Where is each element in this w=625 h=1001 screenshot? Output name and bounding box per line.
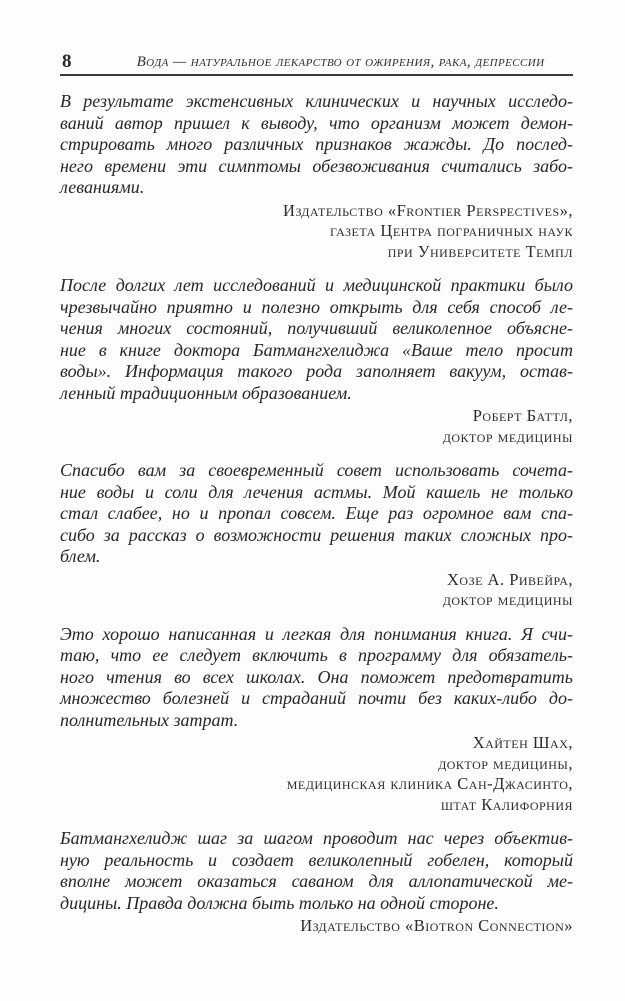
attribution-line: доктор медицины (442, 426, 573, 446)
testimonial-block (60, 460, 573, 611)
running-title: Вода — натуральное лекарство от ожирения, рака, депрессии (136, 54, 545, 70)
quote-paragraph (60, 91, 573, 199)
quote-line: таю, что ее следует включить в программу для обязатель- (60, 645, 573, 665)
quote-line: Это хорошо написанная и легкая для понимания книга. Я счи- (60, 623, 573, 644)
attribution (60, 916, 573, 937)
quote-line: ленный традиционным образованием. (60, 382, 352, 403)
testimonial-block (60, 91, 573, 262)
quote-line: ние в книге доктора Батмангхелиджа «Ваше тело просит (60, 339, 573, 360)
attribution-line: Роберт Баттл, (472, 406, 573, 425)
testimonial-block (60, 275, 573, 447)
quote-line: воды». Информация такого рода заполняет вакуум, остав- (60, 361, 573, 381)
attribution-line: Издательство «Biotron Connection» (300, 916, 573, 935)
attribution-line: при Университете Темпл (387, 241, 573, 261)
attribution-line: медицинская клиника Сан-Джасинто, (286, 774, 573, 793)
attribution (60, 570, 573, 611)
attribution (60, 201, 573, 263)
attribution-line: доктор медицины (442, 590, 573, 609)
quote-paragraph (60, 275, 573, 404)
quote-line: чения многих состояний, получивший великолепное объясне- (60, 318, 573, 338)
quote-paragraph (60, 828, 573, 914)
quote-line: Спасибо вам за своевременный совет использовать сочета- (60, 460, 573, 480)
quote-line: него времени эти симптомы обезвоживания считались забо- (60, 155, 573, 176)
quote-line: ние воды и соли для лечения астмы. Мой кашель не только (60, 481, 573, 502)
attribution (60, 733, 573, 815)
testimonial-block (60, 624, 573, 816)
attribution (60, 406, 573, 447)
quote-line: ваний автор пришел к выводу, что организм может демон- (60, 112, 573, 133)
quote-line: стал слабее, но и пропал совсем. Еще раз огромное вам спа- (60, 503, 573, 523)
attribution-line: Хозе А. Ривейра, (447, 569, 573, 589)
quote-line: сибо за рассказ о возможности решения таких сложных про- (60, 524, 573, 545)
quote-line: После долгих лет исследований и медицинской практики было (60, 275, 573, 295)
testimonials-section (60, 91, 573, 937)
quote-line: вполне может оказаться саваном для аллопатической ме- (60, 871, 573, 891)
attribution-line: штат Калифорния (440, 794, 573, 814)
quote-line: Батмангхелидж шаг за шагом проводит нас через объектив- (60, 828, 573, 848)
quote-line: ную реальность и создает великолепный гобелен, который (60, 849, 573, 870)
quote-paragraph (60, 624, 573, 732)
attribution-line: Издательство «Frontier Perspectives», (283, 200, 573, 220)
page-header (60, 52, 573, 76)
quote-line: дицины. Правда должна быть только на одной стороне. (60, 892, 499, 913)
quote-line: В результате экстенсивных клинических и научных исследо- (60, 91, 573, 111)
quote-paragraph (60, 460, 573, 568)
attribution-line: Хайтен Шах, (472, 733, 573, 752)
quote-line: ного чтения во всех школах. Она поможет предотвратить (60, 666, 573, 687)
quote-line: леваниями. (60, 177, 145, 197)
attribution-line: газета Центра пограничных наук (330, 221, 573, 240)
attribution-line: доктор медицины, (438, 753, 573, 773)
quote-line: полнительных затрат. (60, 709, 239, 730)
quote-line: стрировать много различных признаков жажды. До послед- (60, 134, 573, 154)
quote-line: множество болезней и страданий почти без каких-либо до- (60, 688, 573, 708)
testimonial-block (60, 828, 573, 937)
quote-line: чрезвычайно приятно и полезно открыть для себя способ ле- (60, 296, 573, 317)
page-number: 8 (62, 51, 72, 72)
quote-line: блем. (60, 546, 101, 566)
